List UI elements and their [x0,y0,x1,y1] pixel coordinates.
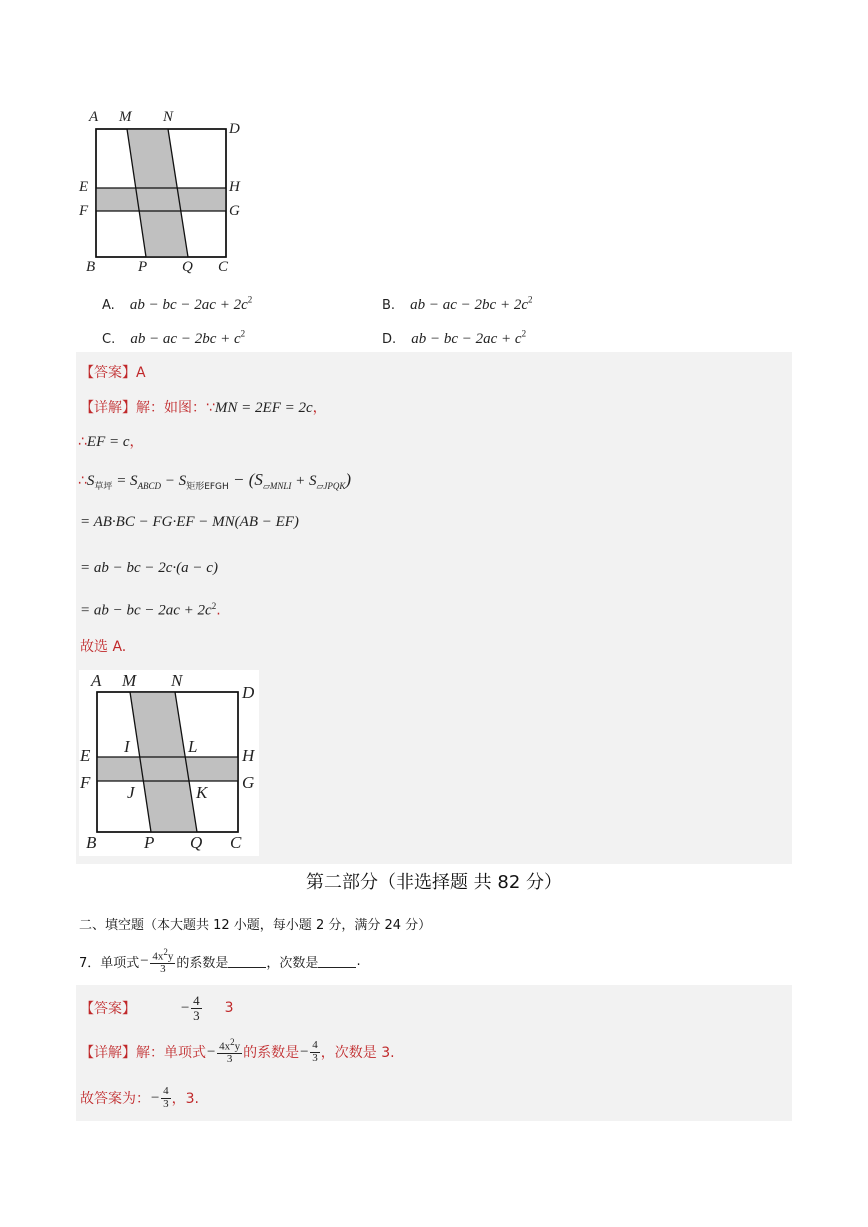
fig2-label-F: F [80,773,91,792]
explain7-text1: 解：单项式 [136,1045,206,1061]
answer-tag: 【答案】 [80,365,136,381]
q7-blank-degree[interactable] [318,955,356,968]
explain-tag: 【详解】 [80,400,136,416]
fig2-label-G: G [242,773,255,792]
explain7-minus: − [206,1043,217,1060]
section2-heading: 二、填空题（本大题共 12 小题，每小题 2 分，满分 24 分） [79,918,432,933]
final-expr: = ab − bc − 2ac + 2c [80,602,212,619]
label-G: G [229,203,240,219]
fig2-label-B: B [86,833,97,852]
part2-title: 第二部分（非选择题 共 82 分） [305,872,563,893]
answer-1 [80,362,146,382]
label-B: B [86,259,96,275]
minus-s: − S [161,473,187,489]
q7-blank-coefficient[interactable] [228,955,266,968]
figure-rectangle-lawn-labeled [79,670,259,856]
option-d-expr: ab − bc − 2ac + c [411,331,522,347]
final-exp: 2 [211,601,217,611]
option-c[interactable] [102,328,245,348]
answer7-den: 3 [193,1007,200,1023]
q7-mid: 的系数是 [176,956,229,972]
fig2-label-E: E [80,746,91,765]
conclusion7-post: ，3. [171,1091,199,1107]
q7-minus: − [139,953,150,970]
fig2-label-L: L [188,737,198,756]
sub-mnli: ▱MNLI [262,480,292,491]
eq-s: = S [112,473,138,489]
q7-end: . [356,954,361,970]
fig2-label-I: I [124,737,130,756]
option-a-exp: 2 [247,294,253,305]
answer7-fraction [191,994,202,1022]
period: . [216,602,221,619]
fig2-label-D: D [242,683,255,702]
option-a-letter: A. [102,298,115,313]
comma: ， [129,434,144,450]
comma: ， [312,400,327,416]
option-a-expr: ab − bc − 2ac + 2c [129,297,248,313]
conclusion-1: 故选 A. [80,639,127,655]
explain7-coef-num: 4 [312,1038,318,1051]
option-c-expr: ab − ac − 2bc + c [130,331,241,347]
fig2-label-P: P [144,833,155,852]
conclusion7-den: 3 [163,1097,169,1110]
label-E: E [79,179,89,195]
label-P: P [138,259,148,275]
option-a[interactable] [102,294,252,314]
fig2-label-Q: Q [190,833,203,852]
q7-fraction [150,948,175,976]
explain-1-line3 [78,470,351,492]
label-A: A [89,109,99,125]
answer-7 [80,990,234,1026]
mn-equation: MN = 2EF = 2c [214,400,313,416]
answer7-degree: 3 [224,1000,234,1016]
option-d-exp: 2 [521,328,527,339]
fig2-label-H: H [242,746,255,765]
label-N: N [163,109,174,125]
label-H: H [229,179,240,195]
sub-jpqk: ▱JPQK [316,480,346,491]
explain7-den: 3 [226,1053,233,1066]
conclusion7-fraction [161,1086,171,1110]
q7-number: 7．单项式 [79,956,140,972]
explain-1-line2 [78,431,144,451]
option-d[interactable] [382,328,526,348]
answer7-minus: − [180,999,191,1016]
explain7-num-y: y [234,1040,241,1053]
explain7-tag: 【详解】 [80,1045,136,1061]
ef-equation: EF = c [86,434,130,450]
sub-rect: 矩形EFGH [186,481,229,492]
close-paren: ) [345,470,352,489]
label-D: D [229,121,240,137]
answer7-tag: 【答案】 [80,1001,136,1017]
fig2-label-M: M [122,671,137,690]
fig2-label-K: K [196,783,208,802]
question-7 [79,948,361,976]
option-c-letter: C. [102,332,116,347]
label-M: M [119,109,132,125]
option-b-exp: 2 [528,294,533,305]
conclusion7-minus: − [150,1089,161,1106]
explain-1-line1 [80,397,327,417]
q7-mid2: ，次数是 [266,956,319,972]
q7-num-exp: 2 [163,947,168,957]
q7-num-y: y [167,950,174,963]
therefore-symbol: ∴ [78,473,87,489]
label-F: F [79,203,89,219]
label-C: C [218,259,229,275]
q7-num: 4x [152,950,164,963]
answer-value: A [136,365,146,381]
sub-lawn: 草坪 [94,481,113,492]
conclusion7-num: 4 [163,1084,169,1097]
explain7-num-exp: 2 [230,1037,235,1048]
explain7-coef-den: 3 [312,1051,318,1064]
option-b-expr: ab − ac − 2bc + 2c [410,297,528,313]
option-d-letter: D. [382,332,397,347]
conclusion7-pre: 故答案为： [80,1091,150,1107]
explain-intro: 解：如图： [136,400,206,416]
paren-s: − (S [228,470,263,489]
explain-1-line4: = AB·BC − FG·EF − MN(AB − EF) [80,514,299,530]
because-symbol: ∵ [206,400,215,416]
option-b[interactable] [382,294,533,314]
explain-1-line5: = ab − bc − 2c·(a − c) [80,560,218,576]
explain-1-line6 [80,601,221,620]
sub-abcd: ABCD [137,480,162,491]
fig2-label-J: J [127,783,135,802]
label-Q: Q [182,259,193,275]
answer7-num: 4 [193,992,200,1008]
plus-s: + S [291,473,317,489]
q7-den: 3 [160,963,166,976]
explain-7 [80,1034,395,1070]
explain7-num: 4x [219,1040,231,1053]
explain7-fraction [217,1038,242,1066]
explain7-text2: 的系数是 [243,1045,300,1061]
fig2-label-A: A [91,671,102,690]
option-b-letter: B. [382,298,396,313]
explain7-coef-minus: − [299,1043,310,1060]
fig2-label-N: N [171,671,183,690]
explain7-coef-fraction [310,1040,320,1064]
therefore-symbol: ∴ [78,434,87,450]
conclusion-7 [80,1080,199,1116]
s-lawn: S [86,473,95,489]
option-c-exp: 2 [240,328,246,339]
explain7-text3: ，次数是 3. [320,1045,395,1061]
fig2-label-C: C [230,833,242,852]
